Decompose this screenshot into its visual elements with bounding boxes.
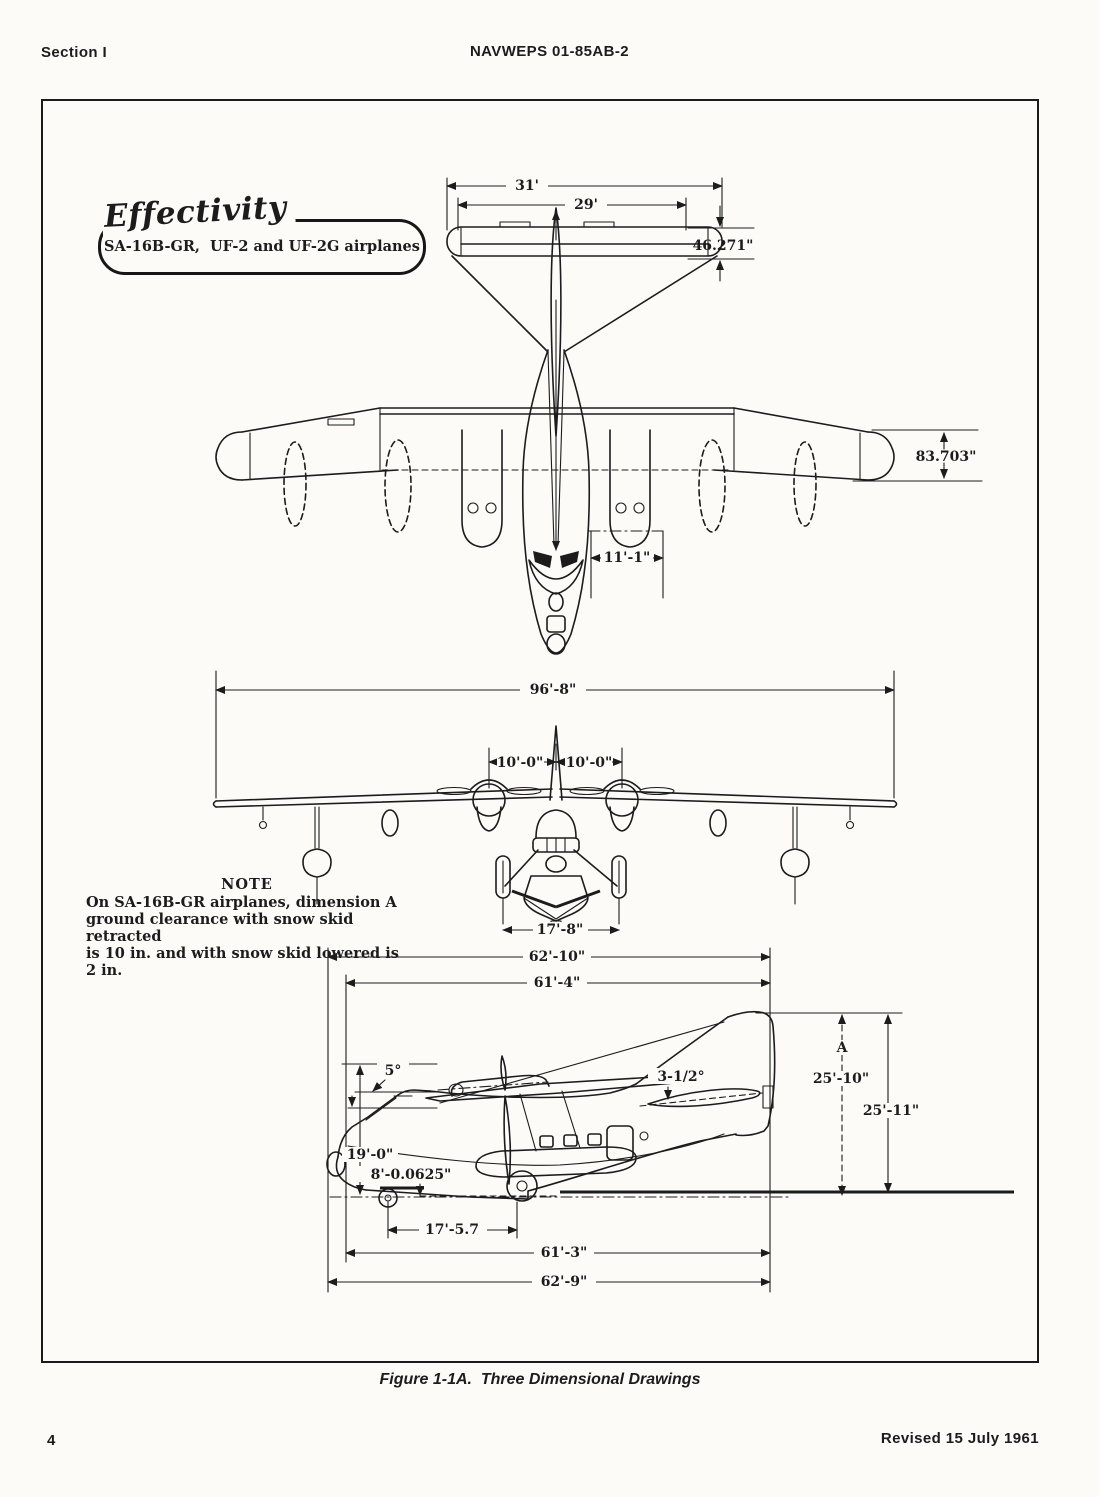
- dim-wingspan: 96'-8": [529, 682, 577, 698]
- top-view-dimensions: [447, 178, 982, 598]
- dim-tread: 17'-8": [536, 922, 584, 938]
- note-title: NOTE: [221, 876, 273, 893]
- dim-engine-right: 10'-0": [565, 755, 613, 771]
- dim-stab-span: 31': [515, 178, 539, 194]
- dim-stab-incidence: 3-1/2°: [657, 1069, 705, 1085]
- front-view-drawing: [214, 726, 897, 935]
- effectivity-script-title: Effectivity: [101, 189, 295, 237]
- top-view-drawing: [216, 208, 894, 654]
- note-line-2: ground clearance with snow skid retracted: [86, 911, 354, 945]
- dim-height-overall: 25'-11": [862, 1103, 920, 1119]
- dim-nose-height: 19'-0": [346, 1147, 394, 1163]
- dim-wing-chord: 83.703": [915, 449, 977, 465]
- dim-length-overall: 62'-9": [540, 1274, 588, 1290]
- dim-length-upper: 61'-4": [533, 975, 581, 991]
- dim-stab-chord: 46.271": [692, 238, 754, 254]
- side-view-dimensions: [328, 948, 925, 1292]
- dim-prop-clearance: 8'-0.0625": [370, 1167, 452, 1183]
- revision-date: Revised 15 July 1961: [880, 1430, 1039, 1447]
- dim-wing-incidence: 5°: [384, 1063, 402, 1079]
- document-number: NAVWEPS 01-85AB-2: [469, 43, 630, 60]
- dim-length-lower: 61'-3": [540, 1245, 588, 1261]
- dim-length-ref: 62'-10": [528, 949, 586, 965]
- dim-height-a: 25'-10": [812, 1071, 870, 1087]
- page-number: 4: [47, 1432, 56, 1449]
- dim-elevator-span: 29': [574, 197, 598, 213]
- dim-prop-line: 11'-1": [603, 550, 651, 566]
- note-line-1: On SA-16B-GR airplanes, dimension A: [86, 894, 397, 911]
- figure-caption: Figure 1-1A. Three Dimensional Drawings: [379, 1371, 701, 1388]
- effectivity-airplanes: SA-16B-GR, UF-2 and UF-2G airplanes: [104, 238, 420, 255]
- note-line-3: is 10 in. and with snow skid lowered is 2 in.: [86, 945, 399, 979]
- dim-a-label: A: [836, 1040, 848, 1056]
- dim-engine-left: 10'-0": [496, 755, 544, 771]
- section-label: Section I: [41, 44, 108, 61]
- dim-wheel-base: 17'-5.7: [425, 1222, 479, 1238]
